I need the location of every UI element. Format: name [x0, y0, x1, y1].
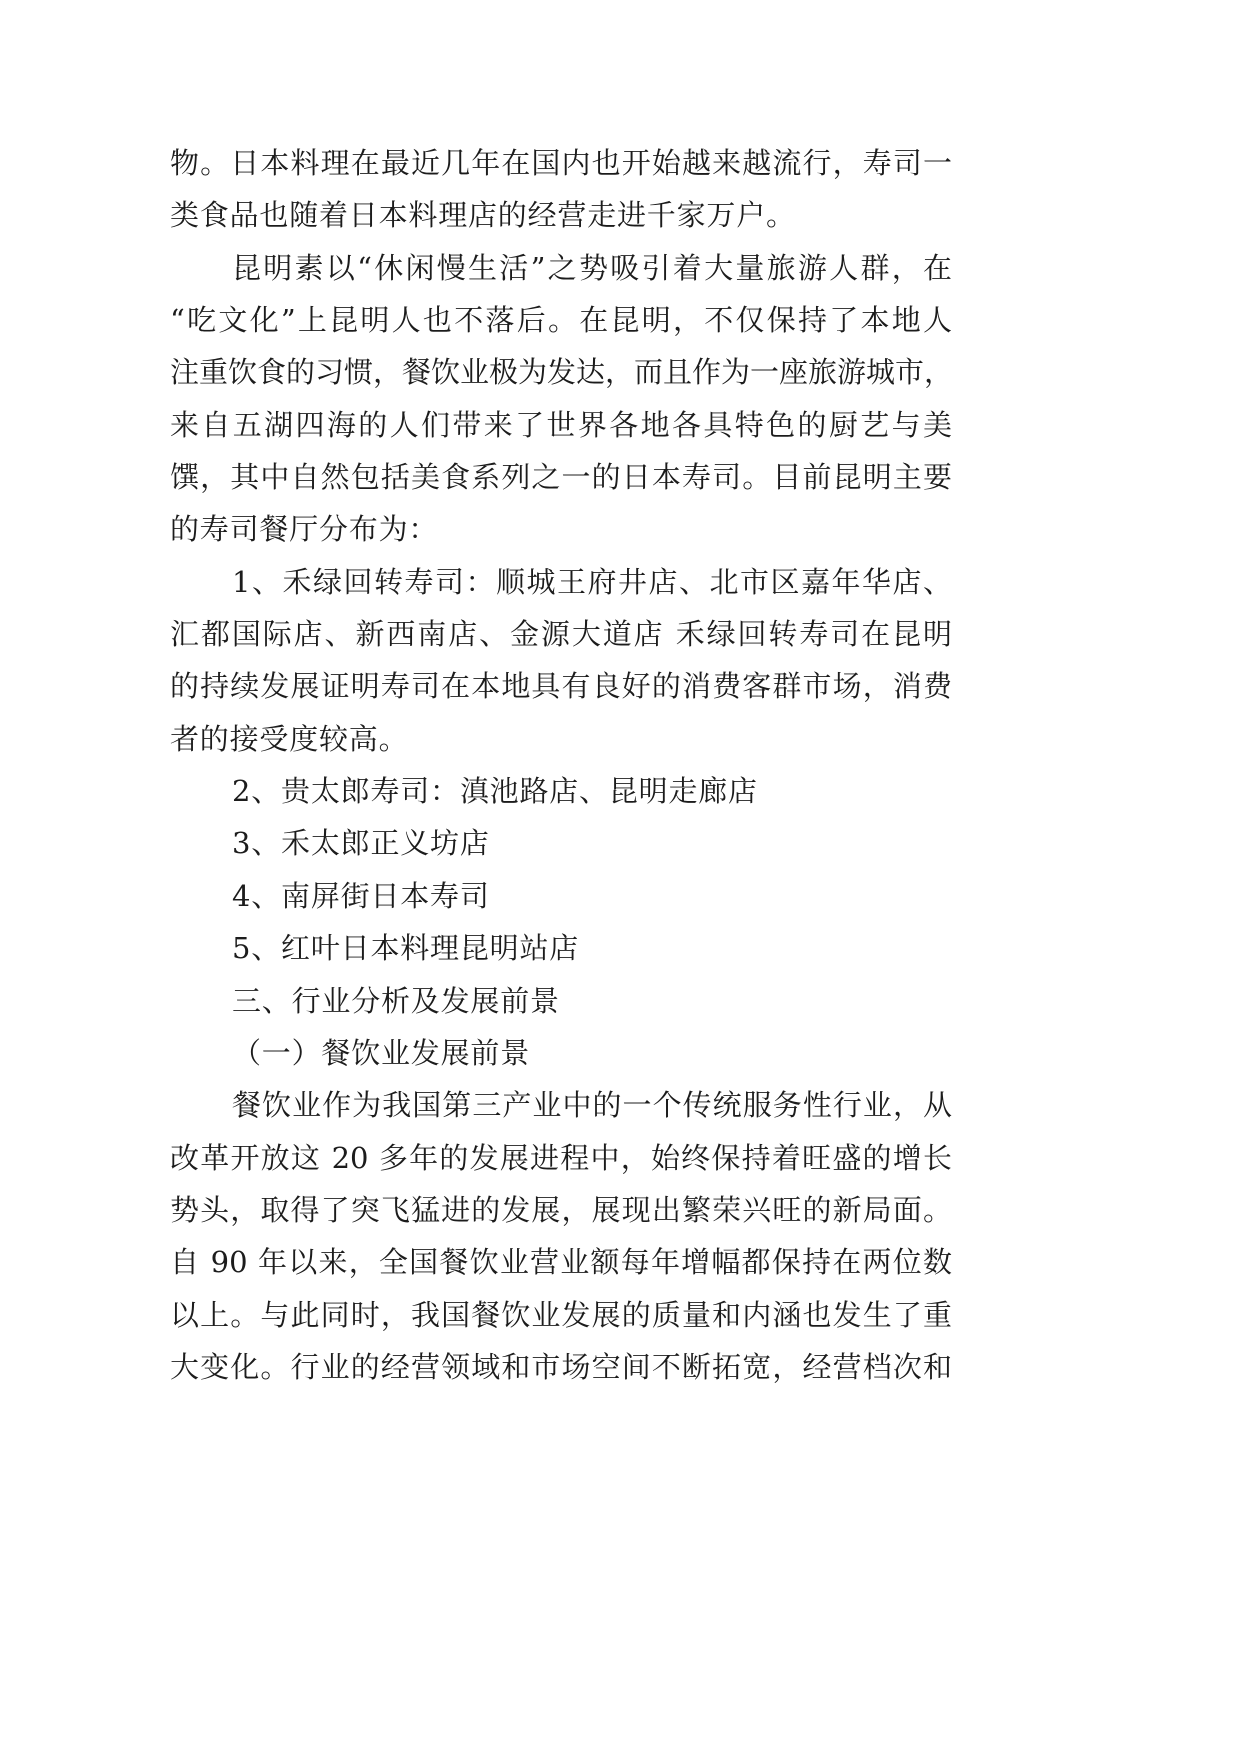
text-line: 2、贵太郎寿司：滇池路店、昆明走廊店 [232, 774, 758, 809]
subsection-heading: （一）餐饮业发展前景 [232, 1035, 531, 1070]
text-line: 1、禾绿回转寿司：顺城王府井店、北市区嘉年华店、 [232, 564, 952, 599]
text-line: 物。日本料理在最近几年在国内也开始越来越流行，寿司一 [170, 146, 952, 180]
text-line: 昆明素以“休闲慢生活”之势吸引着大量旅游人群，在 [232, 250, 952, 285]
text-line: 来自五湖四海的人们带来了世界各地各具特色的厨艺与美 [170, 407, 952, 442]
text-line: 4、南屏街日本寿司 [232, 878, 490, 913]
text-line: 大变化。行业的经营领域和市场空间不断拓宽，经营档次和 [170, 1349, 952, 1384]
text-line: 自 90 年以来，全国餐饮业营业额每年增幅都保持在两位数 [170, 1245, 952, 1280]
paragraph [170, 1079, 952, 1393]
text-line: 3、禾太郎正义坊店 [232, 826, 490, 861]
text-line: 类食品也随着日本料理店的经营走进千家万户。 [170, 198, 796, 233]
document-body [170, 137, 952, 1393]
text-line: 汇都国际店、新西南店、金源大道店 禾绿回转寿司在昆明 [170, 617, 952, 652]
paragraph [170, 242, 952, 556]
text-line: 的持续发展证明寿司在本地具有良好的消费客群市场，消费 [170, 669, 952, 704]
text-line: 的寿司餐厅分布为： [170, 512, 439, 547]
text-line: 注重饮食的习惯，餐饮业极为发达，而且作为一座旅游城市， [170, 355, 954, 390]
text-line: 者的接受度较高。 [170, 721, 409, 756]
text-line: 餐饮业作为我国第三产业中的一个传统服务性行业，从 [232, 1088, 952, 1123]
text-line: 改革开放这 20 多年的发展进程中，始终保持着旺盛的增长 [170, 1140, 952, 1175]
text-line: “吃文化”上昆明人也不落后。在昆明，不仅保持了本地人 [170, 303, 952, 338]
restaurant-list [170, 556, 952, 975]
text-line: 5、红叶日本料理昆明站店 [232, 931, 580, 966]
list-item [170, 556, 952, 765]
list-item [170, 765, 952, 817]
text-line: 势头，取得了突飞猛进的发展，展现出繁荣兴旺的新局面。 [170, 1192, 952, 1227]
list-item [170, 817, 952, 869]
paragraph [170, 137, 952, 242]
section-heading: 三、行业分析及发展前景 [232, 983, 560, 1018]
text-line: 馔，其中自然包括美食系列之一的日本寿司。目前昆明主要 [170, 460, 952, 495]
text-line: 以上。与此同时，我国餐饮业发展的质量和内涵也发生了重 [170, 1297, 952, 1332]
list-item [170, 922, 952, 974]
list-item [170, 870, 952, 922]
